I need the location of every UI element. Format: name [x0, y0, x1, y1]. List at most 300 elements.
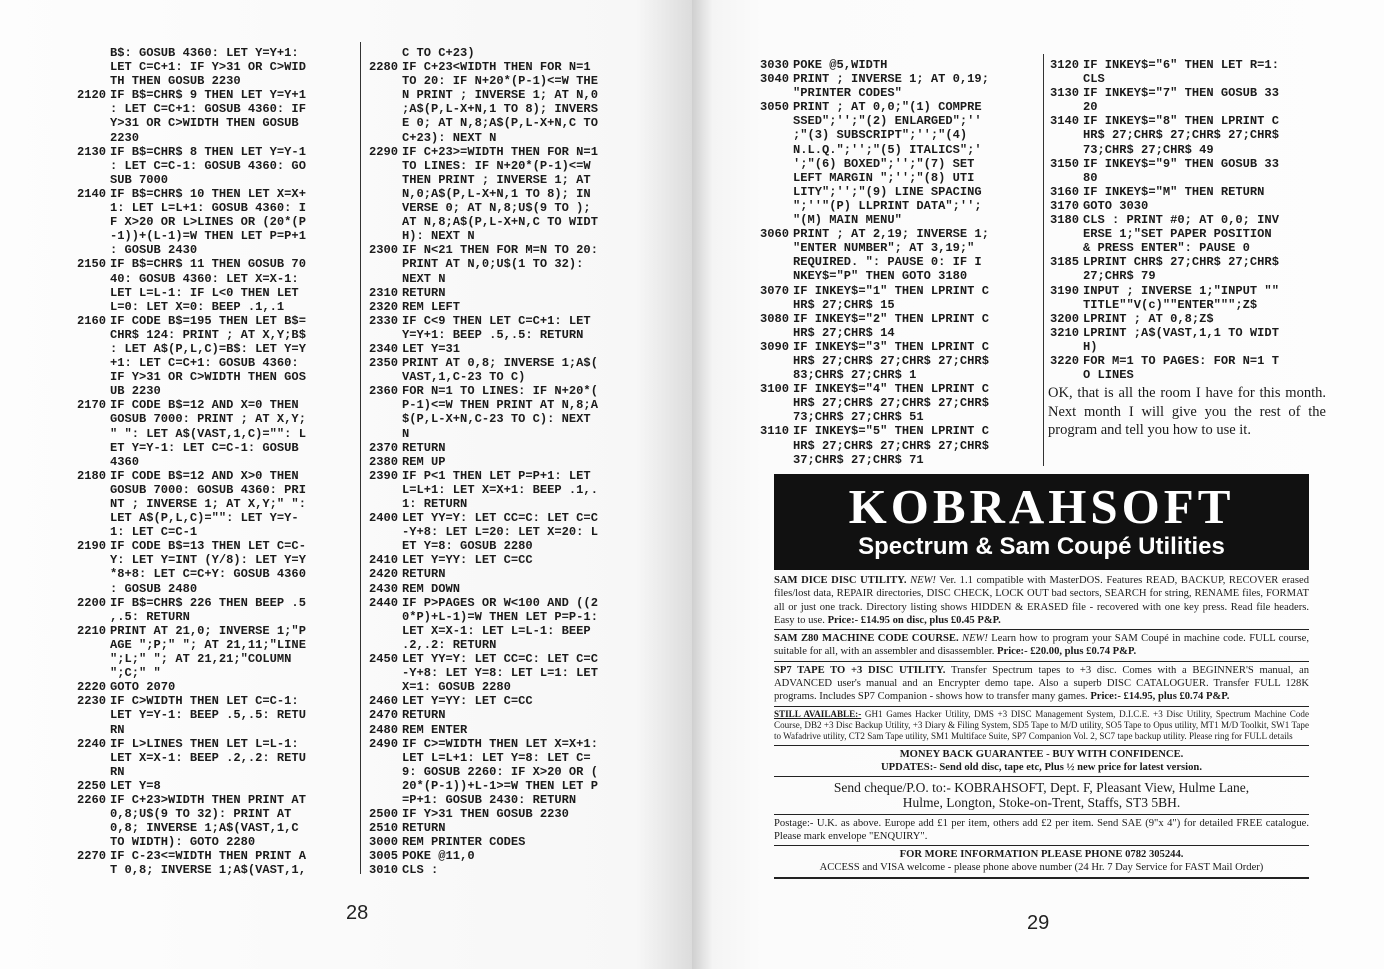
- line-number: [760, 143, 793, 157]
- code-line: [77, 286, 352, 300]
- line-number: [369, 412, 402, 426]
- code-line: [760, 86, 1036, 100]
- code-text: IF C+23<WIDTH THEN FOR N=1: [402, 60, 591, 75]
- code-text: IF C>=WIDTH THEN LET X=X+1:: [402, 736, 598, 751]
- code-line: [1050, 298, 1328, 312]
- code-text: SSED";'';"(2) ENLARGED";'': [793, 114, 982, 129]
- line-number: 2380: [369, 454, 399, 469]
- code-line: [77, 131, 352, 145]
- code-text: IF INKEY$="9" THEN GOSUB 33: [1083, 156, 1279, 171]
- code-text: NEXT N: [402, 271, 446, 286]
- line-number: [760, 171, 793, 185]
- line-number: [369, 173, 402, 187]
- code-line: [77, 497, 352, 511]
- code-text: IF CODE B$=13 THEN LET C=C-: [110, 539, 306, 554]
- code-text: RETURN: [402, 440, 446, 455]
- line-number: [369, 257, 402, 271]
- product-description: Learn how to program your SAM Coupé in machine code. FULL course, suitable for all, with an assembler and disassembler.: [774, 633, 1309, 658]
- line-number: [77, 300, 110, 314]
- code-text: C TO C+23): [402, 46, 475, 60]
- code-line: [77, 455, 352, 469]
- line-number: [77, 131, 110, 145]
- code-text: IF C-23<=WIDTH THEN PRINT A: [110, 849, 306, 864]
- code-text: CHR$ 124: PRINT ; AT X,Y;B$: [110, 327, 306, 342]
- code-text: LET L=L+1: LET Y=8: LET C=: [402, 750, 591, 765]
- code-line: [77, 159, 352, 173]
- code-line: [369, 356, 644, 370]
- code-text: RETURN: [402, 708, 446, 723]
- line-number: [1050, 368, 1083, 382]
- line-number: [369, 46, 402, 60]
- code-text: LET Y=Y-1: BEEP .5,.5: RETU: [110, 708, 306, 723]
- code-line: [1050, 100, 1328, 114]
- code-line: [369, 328, 644, 342]
- code-text: C+23): NEXT N: [402, 130, 497, 145]
- line-number: [1050, 171, 1083, 185]
- code-line: [77, 356, 352, 370]
- code-text: 4360: [110, 454, 140, 469]
- code-line: [77, 821, 352, 835]
- code-line: [77, 666, 352, 680]
- line-number: 2170: [77, 398, 107, 413]
- code-line: [369, 412, 644, 426]
- code-text: IF B$=CHR$ 10 THEN LET X=X+: [110, 186, 306, 201]
- code-text: LET C=C+1: IF Y>31 OR C>WID: [110, 60, 306, 75]
- line-number: [77, 201, 110, 215]
- line-number: [77, 807, 110, 821]
- code-line: [760, 424, 1036, 438]
- code-line: [760, 439, 1036, 453]
- code-text: =P+1: GOSUB 2430: RETURN: [402, 792, 577, 807]
- line-number: [1050, 143, 1083, 157]
- code-line: [760, 227, 1036, 241]
- code-line: [369, 483, 644, 497]
- column-divider: [360, 42, 361, 874]
- code-text: TO LINES: IF N+20*(P-1)<=W: [402, 158, 591, 173]
- line-number: [77, 243, 110, 257]
- line-number: [760, 213, 793, 227]
- code-line: [1050, 128, 1328, 142]
- code-line: [369, 455, 644, 469]
- code-text: X=1: GOSUB 2280: [402, 680, 511, 695]
- line-number: 3100: [760, 382, 790, 397]
- code-text: REM LEFT: [402, 299, 461, 314]
- code-text: 1: LET C=C-1: [110, 525, 198, 540]
- line-number: [760, 410, 793, 424]
- code-text: INPUT ; INVERSE 1;"INPUT "": [1083, 283, 1279, 298]
- line-number: [760, 368, 793, 382]
- code-line: [77, 723, 352, 737]
- code-column-left-2: [369, 46, 644, 878]
- line-number: 3150: [1050, 156, 1080, 171]
- line-number: [369, 525, 402, 539]
- line-number: [77, 567, 110, 581]
- line-number: [760, 298, 793, 312]
- code-text: IF INKEY$="8" THEN LPRINT C: [1083, 114, 1279, 129]
- advert-guarantee: [774, 746, 1309, 777]
- code-line: [760, 312, 1036, 326]
- code-text: Y: LET Y=INT (Y/8): LET Y=Y: [110, 553, 306, 568]
- code-line: [77, 328, 352, 342]
- line-number: [369, 638, 402, 652]
- line-number: [77, 652, 110, 666]
- line-number: 2210: [77, 623, 107, 638]
- code-line: [369, 723, 644, 737]
- line-number: [1050, 128, 1083, 142]
- code-text: IF INKEY$="7" THEN GOSUB 33: [1083, 86, 1279, 101]
- code-line: [1050, 326, 1328, 340]
- code-line: [369, 751, 644, 765]
- code-text: LET X=X-1: BEEP .2,.2: RETU: [110, 750, 306, 765]
- line-number: 2320: [369, 299, 399, 314]
- code-line: [1050, 354, 1328, 368]
- code-line: [77, 638, 352, 652]
- line-number: [77, 229, 110, 243]
- code-line: [77, 807, 352, 821]
- code-line: [77, 849, 352, 863]
- code-line: [77, 243, 352, 257]
- code-line: [369, 567, 644, 581]
- line-number: [1050, 298, 1083, 312]
- line-number: 3180: [1050, 213, 1080, 228]
- code-line: [369, 314, 644, 328]
- line-number: [760, 86, 793, 100]
- line-number: 2350: [369, 356, 399, 371]
- line-number: 2150: [77, 257, 107, 272]
- code-text: HR$ 27;CHR$ 14: [793, 325, 895, 340]
- code-text: REM ENTER: [402, 722, 468, 737]
- code-line: [369, 88, 644, 102]
- code-text: PRINT ; INVERSE 1; AT 0,19;: [793, 72, 989, 87]
- code-text: TITLE""V(c)""ENTER""";Z$: [1083, 297, 1258, 312]
- code-text: PRINT ; AT 0,0;"(1) COMPRE: [793, 100, 982, 115]
- code-line: [760, 72, 1036, 86]
- code-line: [77, 116, 352, 130]
- code-text: CLS :: [402, 863, 439, 878]
- code-line: [1050, 143, 1328, 157]
- code-line: [369, 427, 644, 441]
- line-number: 2340: [369, 341, 399, 356]
- code-line: [77, 229, 352, 243]
- code-text: PRINT AT N,0;U$(1 TO 32):: [402, 257, 584, 272]
- line-number: 2330: [369, 313, 399, 328]
- code-line: [369, 201, 644, 215]
- code-text: ';"(6) BOXED";'';"(7) SET: [793, 156, 975, 171]
- code-text: IF CODE B$=12 AND X>0 THEN: [110, 468, 299, 483]
- code-text: $(P,L-X+N,C-23 TO C): NEXT: [402, 412, 591, 427]
- code-text: ERSE 1;"SET PAPER POSITION: [1083, 227, 1272, 242]
- code-line: [760, 185, 1036, 199]
- advert-postage: [774, 815, 1309, 847]
- advert-product-sp7: [774, 662, 1309, 707]
- code-line: [369, 708, 644, 722]
- code-line: [760, 354, 1036, 368]
- code-text: 9: GOSUB 2260: IF X>20 OR (: [402, 764, 598, 779]
- code-text: -Y+8: LET L=20: LET X=20: L: [402, 525, 598, 540]
- code-line: [1050, 241, 1328, 255]
- line-number: [77, 328, 110, 342]
- code-line: [1050, 340, 1328, 354]
- code-line: [1050, 312, 1328, 326]
- code-text: IF C>WIDTH THEN LET C=C-1:: [110, 694, 299, 709]
- code-text: IF CODE B$=12 AND X=0 THEN: [110, 398, 299, 413]
- line-number: [77, 723, 110, 737]
- code-text: 2230: [110, 130, 140, 145]
- line-number: [369, 539, 402, 553]
- code-line: [77, 88, 352, 102]
- line-number: [369, 370, 402, 384]
- line-number: 3060: [760, 227, 790, 242]
- code-line: [77, 525, 352, 539]
- code-text: IF C<9 THEN LET C=C+1: LET: [402, 313, 591, 328]
- code-text: LET YY=Y: LET CC=C: LET C=C: [402, 511, 598, 526]
- code-line: [77, 863, 352, 877]
- code-line: [760, 58, 1036, 72]
- code-text: IF C+23>=WIDTH THEN FOR N=1: [402, 144, 598, 159]
- line-number: 3070: [760, 283, 790, 298]
- product-price: Price:- £14.95 on disc, plus £0.45 P&P.: [827, 614, 1001, 626]
- code-text: GOTO 3030: [1083, 198, 1149, 213]
- code-text: FOR N=1 TO LINES: IF N+20*(: [402, 384, 598, 399]
- code-line: [369, 638, 644, 652]
- code-text: : GOSUB 2480: [110, 581, 198, 596]
- code-line: [77, 567, 352, 581]
- code-text: 0,8;U$(9 TO 32): PRINT AT: [110, 807, 292, 822]
- code-line: [369, 610, 644, 624]
- page-number-left: 28: [346, 902, 369, 924]
- line-number: 2250: [77, 778, 107, 793]
- line-number: [77, 863, 110, 877]
- code-text: IF Y>31 OR C>WIDTH THEN GOS: [110, 370, 306, 385]
- code-text: 27;CHR$ 79: [1083, 269, 1156, 284]
- code-text: : LET A$(P,L,C)=B$: LET Y=Y: [110, 341, 306, 356]
- code-text: LET Y=31: [402, 341, 461, 356]
- code-line: [369, 116, 644, 130]
- code-line: [77, 469, 352, 483]
- line-number: [77, 102, 110, 116]
- code-line: [369, 553, 644, 567]
- line-number: 2410: [369, 553, 399, 568]
- code-text: " ": LET A$(VAST,1,C)="": L: [110, 426, 306, 441]
- line-number: 2130: [77, 144, 107, 159]
- code-line: [1050, 199, 1328, 213]
- line-number: [369, 131, 402, 145]
- line-number: [77, 412, 110, 426]
- code-text: IF INKEY$="4" THEN LPRINT C: [793, 382, 989, 397]
- line-number: 2180: [77, 468, 107, 483]
- code-line: [1050, 213, 1328, 227]
- code-text: HR$ 27;CHR$ 27;CHR$ 27;CHR$: [1083, 128, 1279, 143]
- code-text: IF INKEY$="2" THEN LPRINT C: [793, 311, 989, 326]
- code-line: [1050, 157, 1328, 171]
- line-number: 3120: [1050, 58, 1080, 72]
- code-text: 73;CHR$ 27;CHR$ 49: [1083, 142, 1214, 157]
- line-number: 2480: [369, 722, 399, 737]
- code-line: [77, 187, 352, 201]
- line-number: [77, 427, 110, 441]
- code-text: PRINT AT 0,8; INVERSE 1;A$(: [402, 356, 598, 371]
- line-number: [760, 128, 793, 142]
- line-number: 2370: [369, 440, 399, 455]
- code-line: [77, 102, 352, 116]
- code-line: [760, 298, 1036, 312]
- code-text: N,0;A$(P,L-X+N,1 TO 8); IN: [402, 186, 591, 201]
- code-line: [760, 396, 1036, 410]
- line-number: 2450: [369, 652, 399, 667]
- code-line: [77, 694, 352, 708]
- new-badge: NEW!: [962, 633, 988, 645]
- closing-paragraph: OK, that is all the room I have for this month. Next month I will give you the rest of the program and tell you how to use it.: [1048, 385, 1326, 438]
- product-description: Transfer Spectrum tapes to +3 disc. Comes with a BEGINNER'S manual, an ADVANCED user's manual and an Encrypter demo tape. Also a superb DISC CATALOGUER. Transfer FULL 128K programs. Includes SP7 Companion - shows how to transfer many games.: [774, 664, 1309, 703]
- code-text: LPRINT ;A$(VAST,1,1 TO WIDT: [1083, 325, 1279, 340]
- line-number: [1050, 269, 1083, 283]
- code-text: TO WIDTH): GOTO 2280: [110, 835, 256, 850]
- line-number: [369, 793, 402, 807]
- line-number: 2510: [369, 821, 399, 836]
- line-number: [760, 269, 793, 283]
- line-number: [760, 439, 793, 453]
- line-number: [369, 779, 402, 793]
- code-text: IF C+23>WIDTH THEN PRINT AT: [110, 792, 306, 807]
- code-line: [369, 441, 644, 455]
- code-line: [760, 368, 1036, 382]
- line-number: [369, 187, 402, 201]
- code-line: [369, 793, 644, 807]
- code-text: 0*P)+L-1)=W THEN LET P=P-1:: [402, 609, 598, 624]
- code-text: ";L;" "; AT 21,21;"COLUMN: [110, 652, 292, 667]
- line-number: [77, 286, 110, 300]
- code-text: 0,8; INVERSE 1;A$(VAST,1,C: [110, 821, 299, 836]
- line-number: [369, 398, 402, 412]
- advert-contact: [774, 846, 1309, 877]
- code-text: Y>31 OR C>WIDTH THEN GOSUB: [110, 116, 299, 131]
- line-number: [369, 666, 402, 680]
- code-line: [369, 863, 644, 877]
- line-number: 2230: [77, 694, 107, 709]
- line-number: 3140: [1050, 114, 1080, 129]
- code-line: [77, 708, 352, 722]
- code-column-left-1: [77, 46, 352, 878]
- line-number: [77, 765, 110, 779]
- code-text: RETURN: [402, 821, 446, 836]
- line-number: [77, 441, 110, 455]
- line-number: [77, 60, 110, 74]
- code-line: [77, 582, 352, 596]
- line-number: [369, 215, 402, 229]
- code-text: "ENTER NUMBER"; AT 3,19;": [793, 241, 975, 256]
- code-text: RETURN: [402, 567, 446, 582]
- code-text: POKE @5,WIDTH: [793, 58, 888, 72]
- code-text: UB 2230: [110, 384, 161, 399]
- code-line: [369, 737, 644, 751]
- guarantee-text: MONEY BACK GUARANTEE - BUY WITH CONFIDENCE.: [899, 748, 1184, 760]
- code-line: [369, 807, 644, 821]
- code-text: GOSUB 7000: PRINT ; AT X,Y;: [110, 412, 306, 427]
- code-line: [1050, 72, 1328, 86]
- code-text: ;"(3) SUBSCRIPT";'';"(4): [793, 128, 968, 143]
- code-line: [77, 201, 352, 215]
- code-line: [369, 821, 644, 835]
- line-number: 3110: [760, 424, 790, 439]
- line-number: [77, 46, 110, 60]
- line-number: [369, 102, 402, 116]
- code-text: +1: LET C=C+1: GOSUB 4360:: [110, 356, 299, 371]
- code-text: 80: [1083, 170, 1098, 185]
- code-text: LET Y=8: [110, 778, 161, 793]
- code-text: IF INKEY$="1" THEN LPRINT C: [793, 283, 989, 298]
- code-text: TO 20: IF N+20*(P-1)<=W THE: [402, 74, 598, 89]
- line-number: [760, 326, 793, 340]
- code-line: [1050, 227, 1328, 241]
- line-number: 3160: [1050, 184, 1080, 199]
- code-line: [760, 157, 1036, 171]
- page-number-right: 29: [1027, 912, 1050, 934]
- code-line: [369, 300, 644, 314]
- code-line: [369, 694, 644, 708]
- line-number: 2140: [77, 186, 107, 201]
- code-line: [77, 145, 352, 159]
- code-text: 73;CHR$ 27;CHR$ 51: [793, 410, 924, 425]
- line-number: [77, 455, 110, 469]
- code-line: [369, 342, 644, 356]
- code-text: LET L=L-1: IF L<0 THEN LET: [110, 285, 299, 300]
- code-line: [77, 610, 352, 624]
- code-line: [77, 596, 352, 610]
- code-line: [760, 340, 1036, 354]
- code-line: [760, 269, 1036, 283]
- line-number: [77, 553, 110, 567]
- code-line: [760, 100, 1036, 114]
- code-line: [369, 286, 644, 300]
- code-text: GOSUB 7000: GOSUB 4360: PRI: [110, 482, 306, 497]
- line-number: 2240: [77, 736, 107, 751]
- code-line: [1050, 284, 1328, 298]
- code-text: LPRINT CHR$ 27;CHR$ 27;CHR$: [1083, 255, 1279, 270]
- line-number: [1050, 100, 1083, 114]
- code-line: [369, 173, 644, 187]
- product-price: Price:- £14.95, plus £0.74 P&P.: [1090, 691, 1230, 703]
- code-text: T 0,8; INVERSE 1;A$(VAST,1,: [110, 863, 306, 878]
- code-text: CLS : PRINT #0; AT 0,0; INV: [1083, 213, 1279, 228]
- advert-still-available: [774, 707, 1309, 746]
- code-text: : LET C=C+1: GOSUB 4360: IF: [110, 102, 306, 117]
- code-line: [1050, 58, 1328, 72]
- product-description: Ver. 1.1 compatible with MasterDOS. Features READ, BACKUP, RECOVER erased files/lost data, REPAIR directories, DISC CHECK, LOCK OUT bad sectors, SEARCH for string, RENAME files, FORMAT all or just one track. Directory listing shows HIDDEN & ERASED file - recovered with one key press. Read file headers. Easy to use.: [774, 575, 1309, 626]
- code-column-right-1: [760, 58, 1036, 467]
- code-text: .2,.2: RETURN: [402, 637, 497, 652]
- line-number: 2490: [369, 736, 399, 751]
- line-number: [760, 157, 793, 171]
- line-number: 3220: [1050, 353, 1080, 368]
- line-number: [369, 483, 402, 497]
- code-line: [1050, 171, 1328, 185]
- code-line: [760, 326, 1036, 340]
- code-text: LET A$(P,L,C)="": LET Y=Y-: [110, 511, 299, 526]
- advert-title: KOBRAHSOFT: [848, 479, 1235, 534]
- code-line: [369, 257, 644, 271]
- code-text: L=L+1: LET X=X+1: BEEP .1,.: [402, 482, 598, 497]
- line-number: [77, 497, 110, 511]
- line-number: [77, 666, 110, 680]
- line-number: 3080: [760, 311, 790, 326]
- code-line: [760, 213, 1036, 227]
- line-number: 2280: [369, 60, 399, 75]
- code-line: [369, 159, 644, 173]
- code-line: [369, 74, 644, 88]
- code-text: HR$ 27;CHR$ 15: [793, 297, 895, 312]
- code-text: : GOSUB 2430: [110, 243, 198, 258]
- code-line: [369, 272, 644, 286]
